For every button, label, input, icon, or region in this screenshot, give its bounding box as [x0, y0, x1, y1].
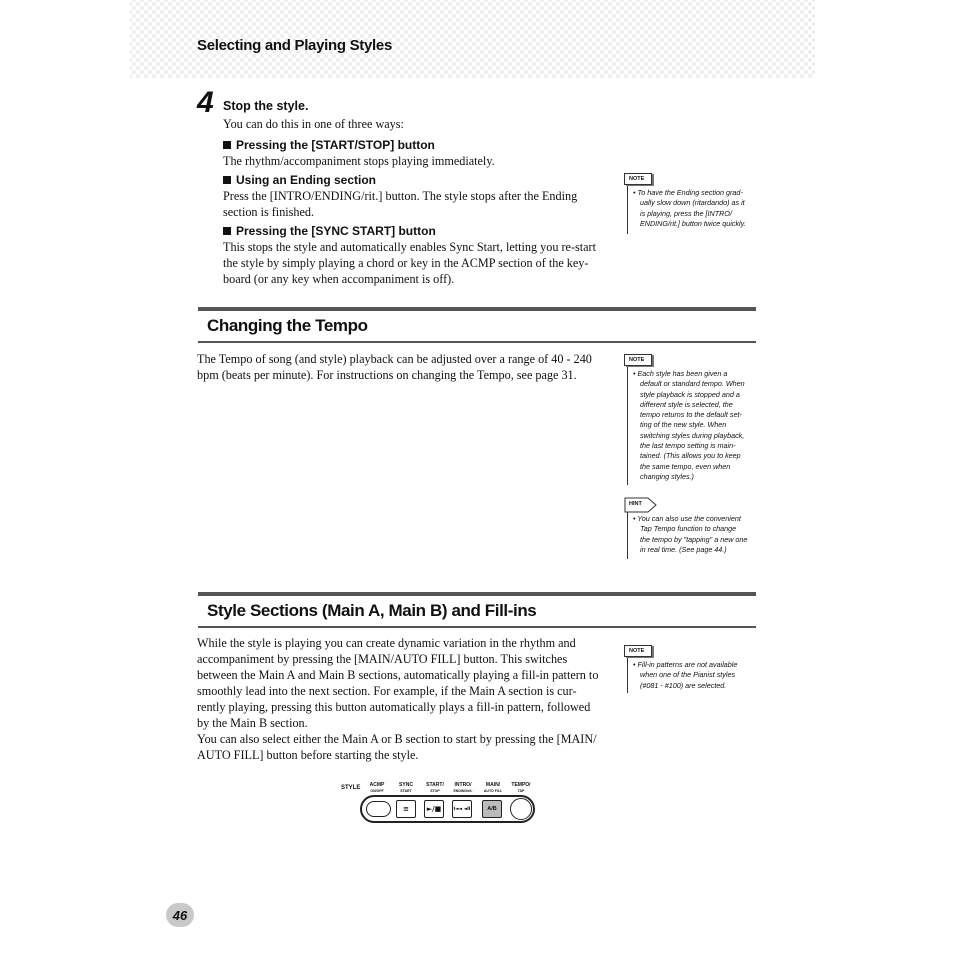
intro-ending-button[interactable]: I◄◄ ◄II — [452, 800, 472, 818]
note-tag: NOTE — [624, 354, 652, 366]
bullet-square-icon — [223, 227, 231, 235]
page-header-title: Selecting and Playing Styles — [197, 37, 393, 54]
method-heading-sync-start: Pressing the [SYNC START] button — [223, 224, 436, 238]
bullet-square-icon — [223, 141, 231, 149]
step-title: Stop the style. — [223, 99, 309, 113]
method-heading-ending: Using an Ending section — [223, 173, 376, 187]
tempo-tap-button[interactable] — [510, 798, 532, 820]
panel-label-start-stop: START/ STOP — [426, 782, 444, 793]
method-text-start-stop: The rhythm/accompaniment stops playing immediately. — [223, 154, 495, 168]
note-divider — [627, 367, 628, 485]
section-heading-style-sections — [198, 592, 756, 628]
hint-tag-label: HINT — [629, 501, 642, 507]
step-intro: You can do this in one of three ways: — [223, 117, 404, 131]
hint-divider — [627, 512, 628, 559]
section-title: Style Sections (Main A, Main B) and Fill-ins — [207, 601, 537, 620]
method-text-ending-1: Press the [INTRO/ENDING/rit.] button. The style stops after the Ending — [223, 189, 578, 203]
tempo-text-1: The Tempo of song (and style) playback can be adjusted over a range of 40 - 240 — [197, 352, 592, 366]
method-text-ending-2: section is finished. — [223, 205, 315, 219]
note-text-ending: • To have the Ending section grad- ually slow down (ritardando) as it is playing, press the [INTRO/ ENDING/rit.] button twice quickly. — [633, 188, 746, 228]
panel-label-acmp: ACMP ON/OFF — [369, 782, 385, 793]
main-auto-fill-button[interactable]: A/B — [482, 800, 502, 818]
section-heading-tempo — [198, 307, 756, 343]
acmp-button[interactable] — [366, 801, 391, 817]
start-stop-button[interactable]: ►/■ — [424, 800, 444, 818]
panel-label-intro: INTRO/ ENDING/rit. — [453, 782, 473, 793]
note-tag: NOTE — [624, 173, 652, 185]
hint-text: • You can also use the convenient Tap Tempo function to change the tempo by "tapping" a new one in real time. (See page 44.) — [633, 514, 748, 554]
method-text-sync-1: This stops the style and automatically enables Sync Start, letting you re-start — [223, 240, 596, 254]
panel-label-tempo: TEMPO/ TAP — [511, 782, 531, 793]
note-tag: NOTE — [624, 645, 652, 657]
method-text-sync-2: the style by simply playing a chord or key in the ACMP section of the key- — [223, 256, 589, 270]
page-number: 46 — [166, 903, 194, 927]
note-text-fill-in: • Fill-in patterns are not available when one of the Pianist styles (#081 - #100) are selected. — [633, 660, 738, 690]
note-divider — [627, 658, 628, 693]
method-text-sync-3: board (or any key when accompaniment is off). — [223, 272, 455, 286]
panel-style-label: STYLE — [341, 785, 361, 791]
sync-start-button[interactable]: ≡ — [396, 800, 416, 818]
section-title: Changing the Tempo — [207, 316, 368, 335]
panel-label-sync: SYNC START — [399, 782, 413, 793]
step-number: 4 — [197, 86, 214, 119]
tempo-text-2: bpm (beats per minute). For instructions on changing the Tempo, see page 31. — [197, 368, 577, 382]
note-divider — [627, 186, 628, 234]
method-heading-start-stop: Pressing the [START/STOP] button — [223, 138, 435, 152]
bullet-square-icon — [223, 176, 231, 184]
note-text-tempo: • Each style has been given a default or standard tempo. When style playback is stopped and a different style is selected, the tempo returns to the default set- ting of the new style. When switching styles during playback, the last tempo setting is main- tained. (This allows you to keep the same tempo, even when changing styles.) — [633, 369, 745, 481]
panel-label-main: MAIN/ AUTO FILL — [483, 782, 503, 793]
style-sections-text: While the style is playing you can create dynamic variation in the rhythm and accompaniment by pressing the [MAIN/AUTO FILL] button. This switches between the Main A and Main B sections, automatically playing a fill-in pattern to smoothly lead into the next section. For example, if the Main A section is cur- rently playing, pressing this button automatically plays a fill-in pattern, followed by the Main B section. You can also select either the Main A or B section to start by pressing the [MAIN/ AUTO FILL] button before starting the style. — [197, 636, 599, 762]
